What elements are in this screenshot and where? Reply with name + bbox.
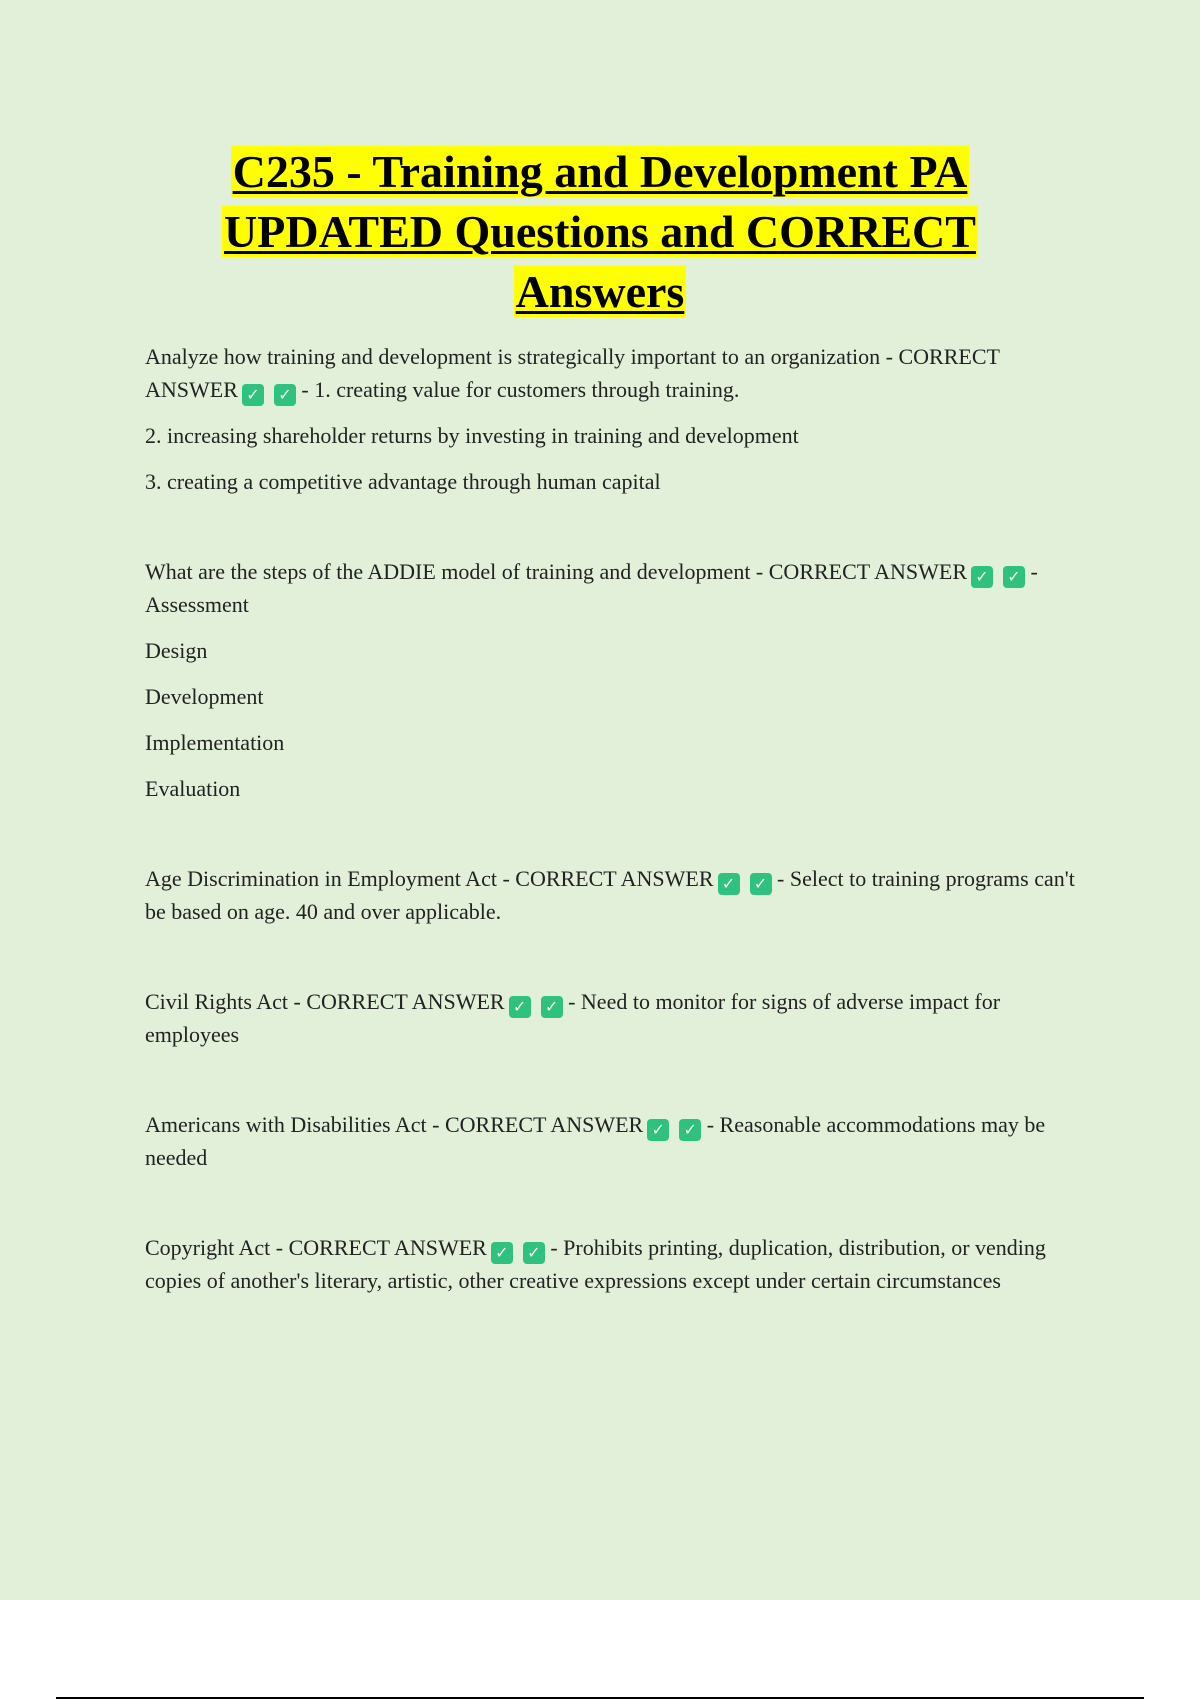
qa-item: [145, 862, 1095, 928]
answer-text: - Reasonable accommodations may be needed: [145, 1112, 1046, 1170]
qa-paragraph: [145, 1108, 1095, 1174]
qa-list: [145, 340, 1095, 1297]
check-icon: ✓: [750, 873, 772, 895]
qa-item: [145, 1231, 1095, 1297]
title-line-1: C235 - Training and Development PA: [232, 146, 968, 197]
question-text: Civil Rights Act - CORRECT ANSWER: [145, 989, 505, 1014]
answer-line: Implementation: [145, 730, 285, 755]
check-icon: ✓: [491, 1242, 513, 1264]
answer-text: - 1. creating value for customers through training.: [301, 377, 740, 402]
answer-line: Development: [145, 684, 264, 709]
check-icon: ✓: [718, 873, 740, 895]
qa-item: [145, 985, 1095, 1051]
answer-text: - Assessment: [145, 559, 1038, 617]
check-icon: ✓: [1003, 566, 1025, 588]
answer-text: - Need to monitor for signs of adverse impact for employees: [145, 989, 1001, 1047]
answer-text: - Prohibits printing, duplication, distribution, or vending copies of another's literary, artistic, other creative expressions except under certain circumstances: [145, 1235, 1046, 1293]
document-title: [222, 142, 978, 322]
question-text: Copyright Act - CORRECT ANSWER: [145, 1235, 487, 1260]
check-icon: ✓: [242, 384, 264, 406]
answer-line: Design: [145, 638, 208, 663]
check-icon: ✓: [679, 1119, 701, 1141]
check-icon: ✓: [274, 384, 296, 406]
question-text: What are the steps of the ADDIE model of training and development - CORRECT ANSWER: [145, 559, 967, 584]
qa-item: [145, 1108, 1095, 1174]
check-icon: ✓: [541, 996, 563, 1018]
question-text: Analyze how training and development is strategically important to an organization - CORRECT ANSWER: [145, 344, 1000, 402]
answer-line: 3. creating a competitive advantage through human capital: [145, 469, 661, 494]
qa-paragraph: [145, 555, 1095, 621]
question-text: Age Discrimination in Employment Act - CORRECT ANSWER: [145, 866, 714, 891]
title-line-2: UPDATED Questions and CORRECT: [224, 206, 976, 257]
check-icon: ✓: [647, 1119, 669, 1141]
question-text: Americans with Disabilities Act - CORRECT ANSWER: [145, 1112, 644, 1137]
check-icon: ✓: [523, 1242, 545, 1264]
qa-item: [145, 340, 1095, 498]
answer-text: - Select to training programs can't be based on age. 40 and over applicable.: [145, 866, 1075, 924]
answer-line: 2. increasing shareholder returns by investing in training and development: [145, 423, 799, 448]
check-icon: ✓: [509, 996, 531, 1018]
check-icon: ✓: [971, 566, 993, 588]
qa-paragraph: [145, 985, 1095, 1051]
qa-paragraph: [145, 340, 1095, 406]
answer-line: Evaluation: [145, 776, 241, 801]
qa-paragraph: [145, 1231, 1095, 1297]
title-line-3: Answers: [515, 266, 685, 317]
qa-item: [145, 555, 1095, 805]
title-block: [0, 142, 1200, 322]
footer-divider: [56, 1697, 1144, 1699]
qa-paragraph: [145, 862, 1095, 928]
